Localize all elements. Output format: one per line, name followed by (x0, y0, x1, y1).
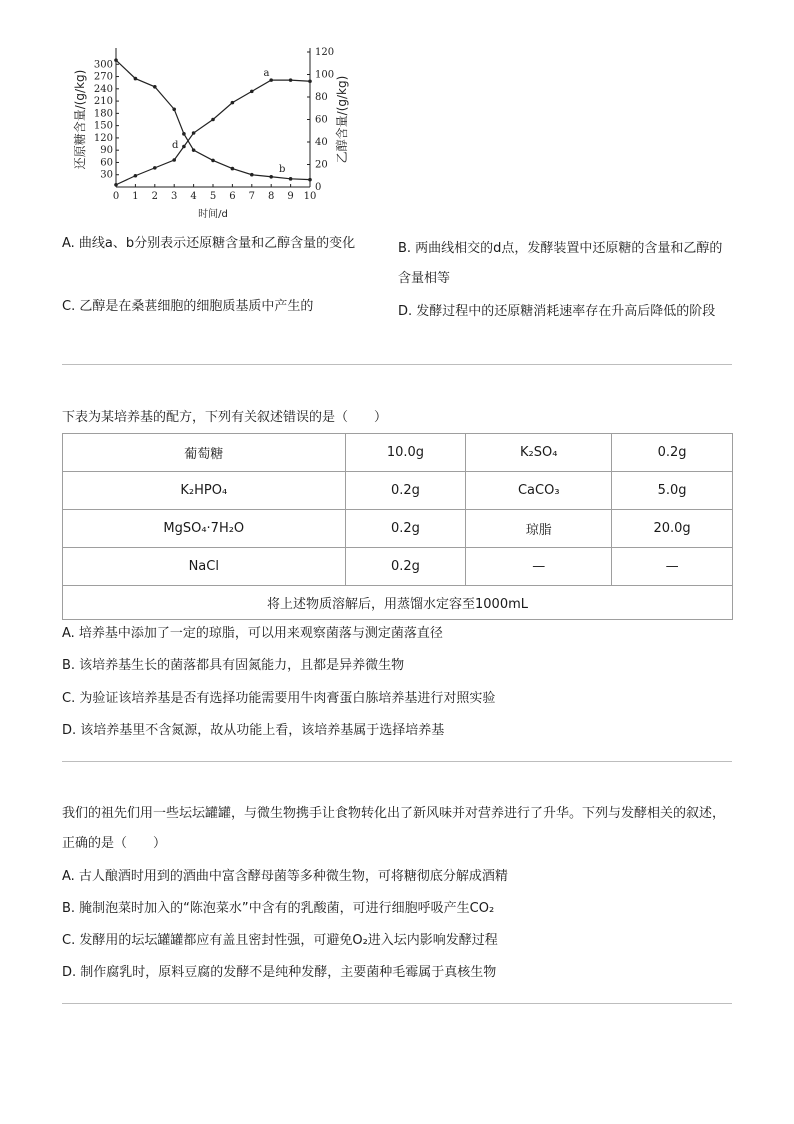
data-point-a (134, 174, 138, 178)
y2-tick-label: 20 (315, 159, 328, 171)
chart-svg (66, 44, 366, 224)
data-point-b (308, 178, 312, 182)
y2-tick-label: 40 (315, 137, 328, 148)
y-tick-label: 90 (100, 145, 113, 157)
x-tick-label: 3 (171, 191, 178, 202)
data-point-a (250, 90, 254, 94)
data-point-b (182, 132, 186, 136)
table-cell: 0.2g (345, 510, 466, 548)
q1-option-b[interactable]: B. 两曲线相交的d点，发酵装置中还原糖的含量和乙醇的含量相等 (398, 241, 723, 286)
curve-label-a: a (263, 68, 270, 80)
data-point-b (172, 107, 176, 111)
table-cell: NaCl (63, 548, 346, 586)
table-row (63, 510, 733, 548)
x-tick-label: 1 (132, 191, 139, 202)
y-tick-label: 30 (100, 169, 113, 181)
q2-stem: 下表为某培养基的配方，下列有关叙述错误的是（ ） (62, 410, 388, 425)
y-tick-label: 120 (93, 132, 113, 144)
y-tick-label: 210 (93, 96, 113, 108)
q3-stem: 我们的祖先们用一些坛坛罐罐，与微生物携手让食物转化出了新风味并对营养进行了升华。下列与发酵相关的叙述，正确的是（ ） (62, 806, 726, 851)
data-point-a (192, 131, 196, 135)
q1-option-c[interactable]: C. 乙醇是在桑葚细胞的细胞质基质中产生的 (62, 299, 314, 314)
data-point-b (153, 85, 157, 89)
medium-recipe-table (62, 433, 733, 620)
table-cell: K₂SO₄ (466, 434, 612, 472)
data-point-a (172, 158, 176, 162)
data-point-a (269, 78, 273, 82)
curve-label-d: d (172, 139, 179, 151)
q1-option-d[interactable]: D. 发酵过程中的还原糖消耗速率存在升高后降低的阶段 (398, 304, 716, 319)
y2-tick-label: 80 (315, 92, 328, 103)
q2-option-b[interactable]: B. 该培养基生长的菌落都具有固氮能力，且都是异养微生物 (62, 658, 405, 673)
y2-tick-label: 120 (315, 47, 335, 58)
table-cell: MgSO₄·7H₂O (63, 510, 346, 548)
data-point-b (192, 148, 196, 152)
table-cell: — (612, 548, 733, 586)
data-point-b (289, 177, 293, 181)
q2-option-a[interactable]: A. 培养基中添加了一定的琼脂，可以用来观察菌落与测定菌落直径 (62, 626, 443, 641)
table-row (63, 548, 733, 586)
y-tick-label: 270 (93, 71, 113, 83)
y-tick-label: 300 (93, 59, 113, 71)
data-point-a (308, 79, 312, 83)
data-point-a (182, 145, 186, 149)
data-point-b (231, 167, 235, 171)
q3-option-c[interactable]: C. 发酵用的坛坛罐罐都应有盖且密封性强，可避免O₂进入坛内影响发酵过程 (62, 933, 498, 948)
data-point-a (211, 118, 215, 122)
q3-option-a[interactable]: A. 古人酿酒时用到的酒曲中富含酵母菌等多种微生物，可将糖彻底分解成酒精 (62, 869, 508, 884)
data-point-b (269, 175, 273, 179)
x-tick-label: 5 (209, 191, 217, 202)
x-tick-label: 7 (248, 191, 255, 202)
table-cell: K₂HPO₄ (63, 472, 346, 510)
data-point-b (211, 159, 215, 163)
q2-option-d[interactable]: D. 该培养基里不含氮源，故从功能上看，该培养基属于选择培养基 (62, 723, 445, 738)
table-row (63, 472, 733, 510)
table-cell: 葡萄糖 (63, 434, 346, 472)
divider (62, 364, 732, 365)
y-axis-title-left: 还原糖含量/(g/kg) (73, 69, 87, 170)
table-cell: 琼脂 (466, 510, 612, 548)
y-axis-title-right: 乙醇含量/(g/kg) (335, 75, 349, 164)
y-tick-label: 180 (93, 108, 113, 120)
divider (62, 761, 732, 762)
q2-option-c[interactable]: C. 为验证该培养基是否有选择功能需要用牛肉膏蛋白胨培养基进行对照实验 (62, 691, 496, 706)
table-cell: 20.0g (612, 510, 733, 548)
y-tick-label: 60 (100, 157, 113, 169)
table-cell: — (466, 548, 612, 586)
table-cell: 0.2g (612, 434, 733, 472)
data-point-a (114, 183, 118, 187)
data-point-a (231, 101, 235, 105)
x-tick-label: 10 (303, 191, 317, 202)
fermentation-chart (66, 44, 366, 224)
table-cell: 0.2g (345, 472, 466, 510)
table-row (63, 586, 733, 620)
y-tick-label: 150 (93, 120, 113, 132)
table-row (63, 434, 733, 472)
q1-option-a[interactable]: A. 曲线a、b分别表示还原糖含量和乙醇含量的变化 (62, 236, 356, 251)
q3-option-d[interactable]: D. 制作腐乳时，原料豆腐的发酵不是纯种发酵，主要菌种毛霉属于真核生物 (62, 965, 497, 980)
table-cell: 5.0g (612, 472, 733, 510)
data-point-b (114, 58, 118, 62)
data-point-b (250, 173, 254, 177)
curve-label-b: b (278, 163, 286, 175)
x-tick-label: 9 (287, 191, 294, 202)
x-tick-label: 8 (268, 191, 275, 202)
x-tick-label: 6 (229, 191, 236, 202)
q3-option-b[interactable]: B. 腌制泡菜时加入的“陈泡菜水”中含有的乳酸菌，可进行细胞呼吸产生CO₂ (62, 901, 495, 916)
y-tick-label: 240 (93, 83, 113, 95)
y2-tick-label: 0 (315, 182, 322, 193)
data-point-b (134, 77, 138, 81)
divider (62, 1003, 732, 1004)
x-axis-title: 时间/d (198, 209, 228, 220)
data-point-a (289, 78, 293, 82)
x-tick-label: 2 (151, 191, 158, 202)
table-cell: CaCO₃ (466, 472, 612, 510)
x-tick-label: 0 (112, 191, 120, 202)
y2-tick-label: 100 (315, 69, 335, 81)
table-note: 将上述物质溶解后，用蒸馏水定容至1000mL (63, 586, 733, 620)
data-point-a (153, 166, 157, 170)
y2-tick-label: 60 (315, 114, 328, 126)
table-cell: 0.2g (345, 548, 466, 586)
table-cell: 10.0g (345, 434, 466, 472)
x-tick-label: 4 (190, 191, 197, 202)
